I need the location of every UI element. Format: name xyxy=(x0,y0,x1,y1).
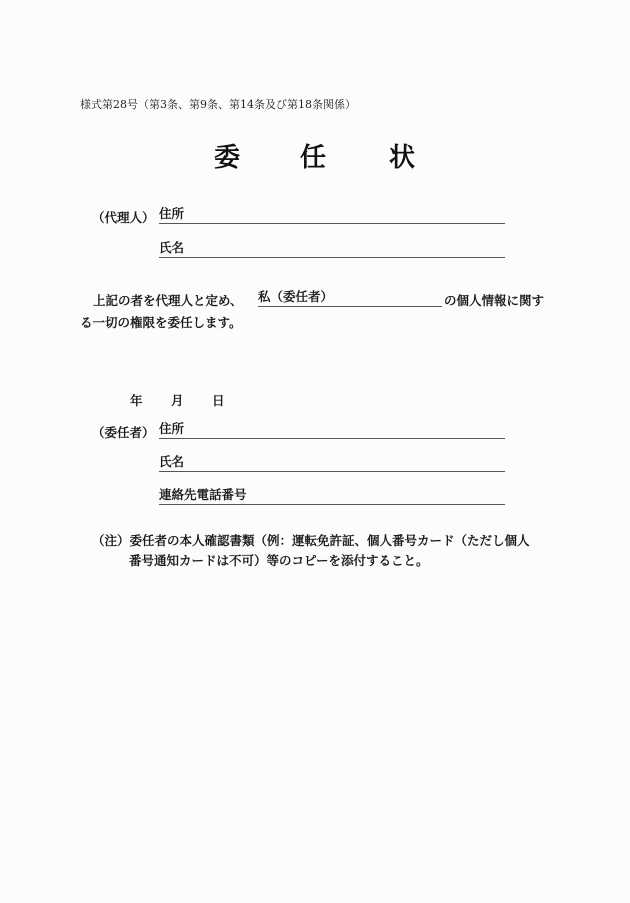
delegator-address-field[interactable] xyxy=(159,421,505,439)
agent-role-label: （代理人） xyxy=(92,210,155,225)
delegator-name-field[interactable] xyxy=(159,454,505,472)
delegator-address-label: 住所 xyxy=(159,421,185,436)
statement-prefix: 上記の者を代理人と定め、 xyxy=(93,293,243,308)
statement-line2: る一切の権限を委任します。 xyxy=(80,315,242,330)
delegator-name-blank[interactable] xyxy=(258,290,442,307)
statement-suffix: の個人情報に関す xyxy=(444,293,545,308)
delegator-phone-field[interactable] xyxy=(159,487,505,505)
title-char-2: 任 xyxy=(300,143,327,173)
agent-name-field[interactable] xyxy=(159,240,505,258)
agent-name-label: 氏名 xyxy=(159,240,185,255)
note-line1: （注）委任者の本人確認書類（例：運転免許証、個人番号カード（ただし個人 xyxy=(92,533,530,548)
month-label: 月 xyxy=(171,393,184,408)
delegator-phone-label: 連絡先電話番号 xyxy=(159,487,247,502)
title-char-1: 委 xyxy=(214,143,241,173)
delegator-role-label: （委任者） xyxy=(92,425,155,440)
title-char-3: 状 xyxy=(389,143,416,173)
delegator-name-label: 氏名 xyxy=(159,454,185,469)
day-label: 日 xyxy=(212,393,225,408)
year-label: 年 xyxy=(130,393,143,408)
delegator-inline-label: 私（委任者） xyxy=(258,289,334,304)
agent-address-field[interactable] xyxy=(159,206,505,224)
form-number: 様式第28号（第3条、第9条、第14条及び第18条関係） xyxy=(80,98,356,111)
agent-address-label: 住所 xyxy=(159,206,185,221)
note-line2: 番号通知カードは不可）等のコピーを添付すること。 xyxy=(129,553,429,568)
